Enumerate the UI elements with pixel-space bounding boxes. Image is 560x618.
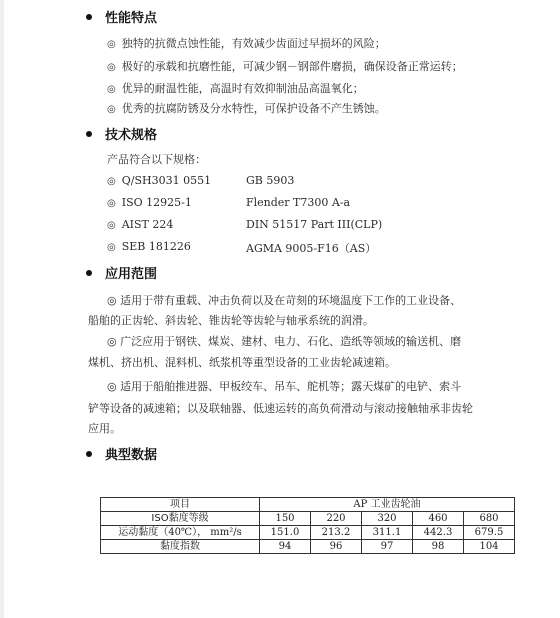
circle-dot-icon: ◎ (107, 176, 116, 187)
table-cell: 97 (362, 540, 413, 554)
circle-dot-icon: ◎ (107, 220, 116, 231)
section-title: 性能特点 (105, 11, 158, 26)
application-line: 船舶的正齿轮、斜齿轮、锥齿轮等齿轮与轴承系统的润滑。 (88, 314, 374, 327)
table-row (101, 540, 515, 554)
spec-row: ◎ SEB 181226 (107, 240, 191, 253)
application-line: 应用。 (88, 422, 121, 435)
bullet-icon (86, 270, 92, 276)
table-cell: 98 (413, 540, 464, 554)
application-line: 铲等设备的减速箱；以及联轴器、低速运转的高负荷滑动与滚动接触轴承非齿轮 (88, 402, 473, 415)
table-cell: 96 (311, 540, 362, 554)
table-cell: 151.0 (260, 526, 311, 540)
application-line: ◎ 适用于带有重载、冲击负荷以及在苛刻的环境温度下工作的工业设备、 (107, 294, 462, 307)
bullet-icon (86, 14, 92, 20)
application-line: 煤机、挤出机、混料机、纸浆机等重型设备的工业齿轮减速箱。 (88, 356, 396, 369)
circle-dot-icon: ◎ (107, 39, 116, 50)
feature-item: ◎ 优秀的抗腐防锈及分水特性，可保护设备不产生锈蚀。 (107, 102, 386, 115)
spec-row: ◎ ISO 12925-1 (107, 196, 192, 209)
circle-dot-icon: ◎ (107, 198, 116, 209)
table-cell: 679.5 (464, 526, 515, 540)
section-title: 技术规格 (105, 128, 158, 143)
circle-dot-icon: ◎ (107, 62, 116, 73)
table-cell: 680 (464, 512, 515, 526)
table-cell: 320 (362, 512, 413, 526)
circle-dot-icon: ◎ (107, 242, 116, 253)
section-specs-heading (86, 124, 157, 143)
spec-right: Flender T7300 A-a (246, 196, 351, 209)
section-applications-heading (86, 263, 157, 282)
table-cell: 311.1 (362, 526, 413, 540)
spec-right: AGMA 9005-F16（AS） (246, 242, 377, 255)
table-cell: 104 (464, 540, 515, 554)
typical-data-table (100, 497, 515, 554)
spec-right: GB 5903 (246, 174, 295, 187)
specs-intro: 产品符合以下规格： (107, 153, 206, 166)
application-line: ◎ 适用于船舶推进器、甲板绞车、吊车、舵机等；露天煤矿的电铲、索斗 (107, 380, 462, 393)
table-row-label: 黏度指数 (101, 540, 260, 554)
page-edge (0, 0, 4, 618)
table-row (101, 512, 515, 526)
section-title: 应用范围 (105, 267, 158, 282)
table-cell: 213.2 (311, 526, 362, 540)
feature-item: ◎ 极好的承载和抗磨性能，可减少钢－钢部件磨损，确保设备正常运转； (107, 60, 463, 73)
table-row-label: ISO黏度等级 (101, 512, 260, 526)
table-cell: 94 (260, 540, 311, 554)
circle-dot-icon: ◎ (107, 84, 116, 95)
feature-item: ◎ 优异的耐温性能，高温时有效抑制油品高温氧化； (107, 82, 364, 95)
table-row-label: 运动黏度（40℃）， mm²/s (101, 526, 260, 540)
section-typical-heading (86, 444, 157, 463)
table-header-cell: AP 工业齿轮油 (260, 498, 515, 512)
application-line: ◎ 广泛应用于钢铁、煤炭、建材、电力、石化、造纸等领域的输送机、磨 (107, 335, 462, 348)
spec-row: ◎ Q/SH3031 0551 (107, 174, 212, 187)
table-row (101, 526, 515, 540)
table-cell: 442.3 (413, 526, 464, 540)
section-title: 典型数据 (105, 448, 158, 463)
table-cell: 220 (311, 512, 362, 526)
spec-row: ◎ AIST 224 (107, 218, 174, 231)
table-header-cell: 项目 (101, 498, 260, 512)
feature-item: ◎ 独特的抗微点蚀性能，有效减少齿面过早损坏的风险； (107, 37, 386, 50)
spec-right: DIN 51517 Part III(CLP) (246, 218, 383, 231)
table-cell: 460 (413, 512, 464, 526)
section-features-heading (86, 7, 157, 26)
circle-dot-icon: ◎ (107, 104, 116, 115)
table-cell: 150 (260, 512, 311, 526)
bullet-icon (86, 131, 92, 137)
bullet-icon (86, 451, 92, 457)
table-header-row (101, 498, 515, 512)
